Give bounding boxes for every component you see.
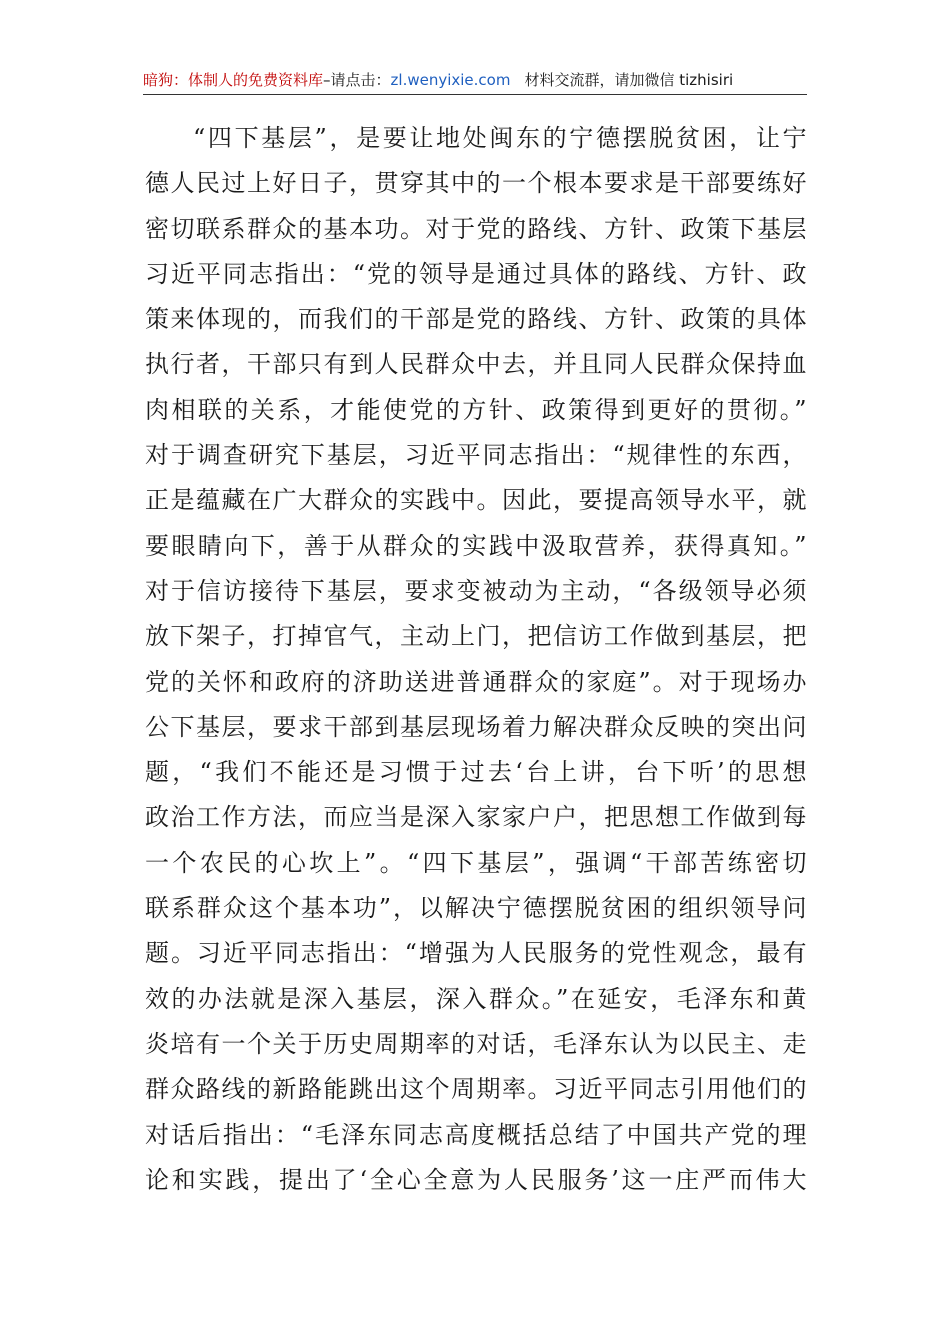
paragraph-line: 对于调查研究下基层，习近平同志指出：“规律性的东西， xyxy=(145,441,807,470)
paragraph-line: 德人民过上好日子，贯穿其中的一个根本要求是干部要练好 xyxy=(145,169,807,198)
paragraph-line: 对于信访接待下基层，要求变被动为主动，“各级领导必须 xyxy=(145,576,807,605)
paragraph-line: 密切联系群众的基本功。对于党的路线、方针、政策下基层 xyxy=(145,214,807,243)
paragraph-line: 党的关怀和政府的济助送进普通群众的家庭”。对于现场办 xyxy=(145,667,807,696)
header-website-link[interactable]: zl.wenyixie.com xyxy=(390,71,511,89)
paragraph-line: 肉相联的关系，才能使党的方针、政策得到更好的贯彻。” xyxy=(145,395,807,424)
paragraph-line: 联系群众这个基本功”，以解决宁德摆脱贫困的组织领导问 xyxy=(145,894,807,923)
paragraph-line: 论和实践，提出了‘全心全意为人民服务’这一庄严而伟大 xyxy=(145,1165,807,1194)
document-body xyxy=(145,116,807,1203)
paragraph-line: 执行者，干部只有到人民群众中去，并且同人民群众保持血 xyxy=(145,350,807,379)
paragraph-line: 政治工作方法，而应当是深入家家户户，把思想工作做到每 xyxy=(145,803,807,832)
page-header xyxy=(143,66,807,95)
paragraph-line: 对话后指出：“毛泽东同志高度概括总结了中国共产党的理 xyxy=(145,1120,807,1149)
paragraph-line: 题。习近平同志指出：“增强为人民服务的党性观念，最有 xyxy=(145,939,807,968)
paragraph-line: “四下基层”，是要让地处闽东的宁德摆脱贫困，让宁 xyxy=(193,124,807,152)
paragraph-line: 炎培有一个关于历史周期率的对话，毛泽东认为以民主、走 xyxy=(145,1029,807,1058)
paragraph-line: 一个农民的心坎上”。“四下基层”，强调“干部苦练密切 xyxy=(145,848,807,877)
paragraph-line: 效的办法就是深入基层，深入群众。”在延安，毛泽东和黄 xyxy=(145,984,807,1013)
paragraph-line: 策来体现的，而我们的干部是党的路线、方针、政策的具体 xyxy=(145,305,807,334)
paragraph-line: 习近平同志指出：“党的领导是通过具体的路线、方针、政 xyxy=(145,259,807,288)
paragraph-line: 题，“我们不能还是习惯于过去‘台上讲，台下听’的思想 xyxy=(145,758,807,787)
header-click-prefix: –请点击： xyxy=(323,71,391,89)
header-brand: 暗狗：体制人的免费资料库 xyxy=(143,71,324,89)
paragraph-line: 公下基层，要求干部到基层现场着力解决群众反映的突出问 xyxy=(145,712,807,741)
paragraph-line: 放下架子，打掉官气，主动上门，把信访工作做到基层，把 xyxy=(145,622,807,651)
header-contact: 材料交流群，请加微信 tizhisiri xyxy=(524,71,734,89)
paragraph-line: 要眼睛向下，善于从群众的实践中汲取营养，获得真知。” xyxy=(145,531,807,560)
paragraph-line: 正是蕴藏在广大群众的实践中。因此，要提高领导水平，就 xyxy=(145,486,807,515)
paragraph-line: 群众路线的新路能跳出这个周期率。习近平同志引用他们的 xyxy=(145,1075,807,1104)
